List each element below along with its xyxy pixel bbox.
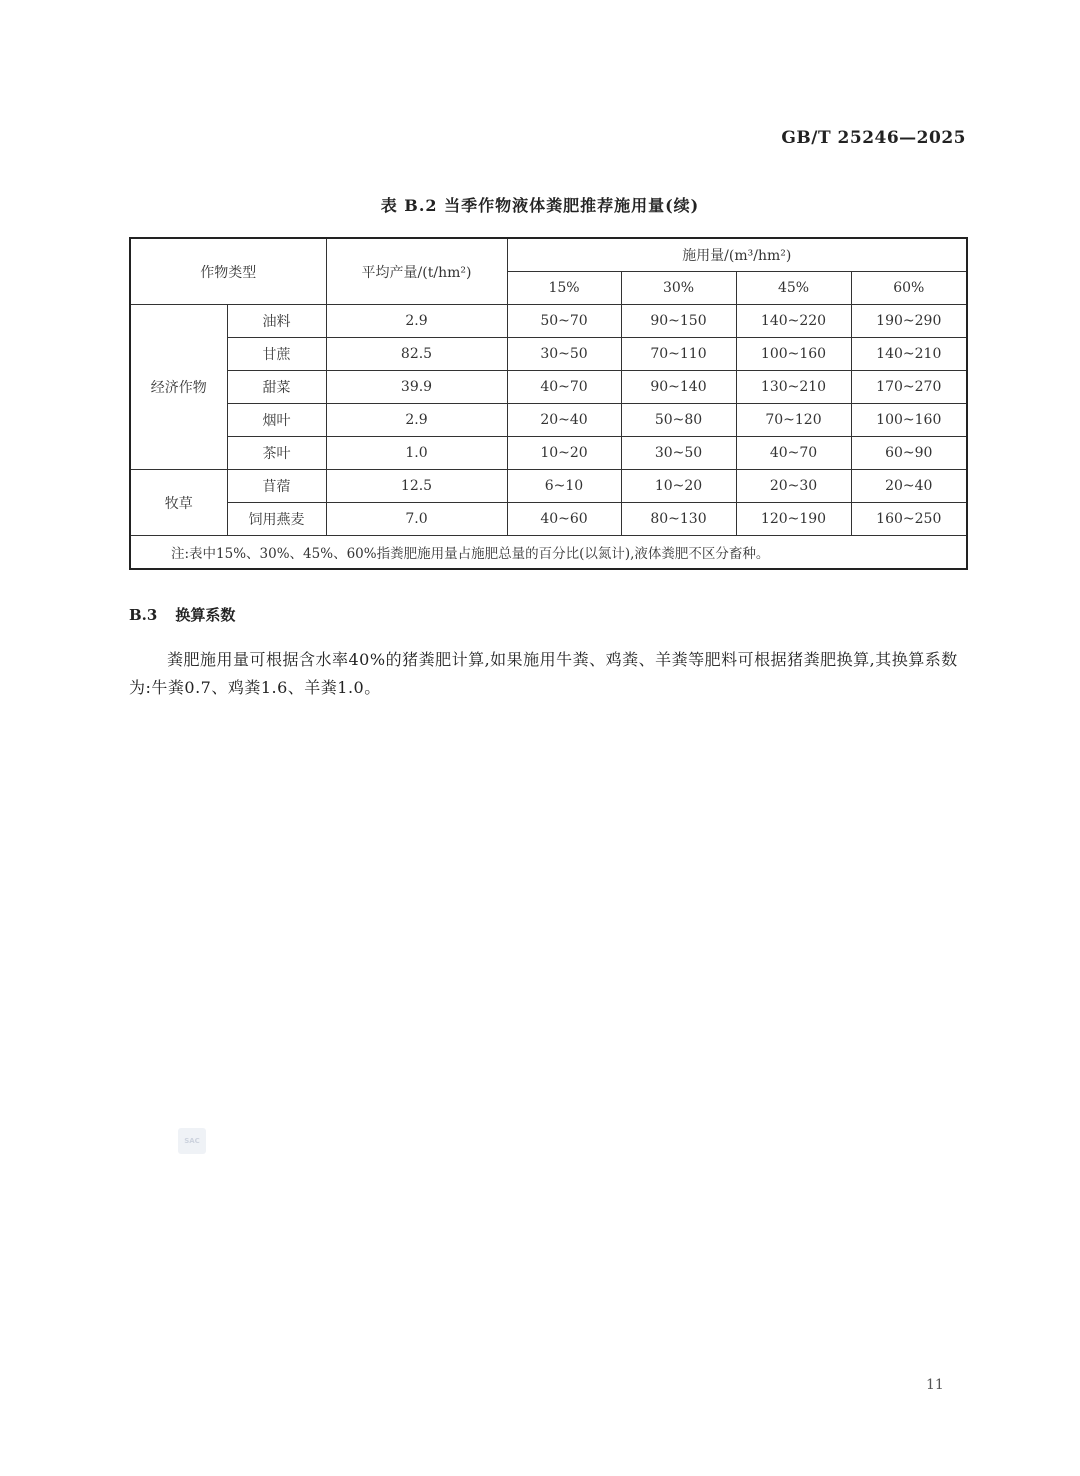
yield-cell: 12.5 <box>326 470 507 503</box>
value-cell: 20~40 <box>851 470 967 503</box>
value-cell: 10~20 <box>621 470 736 503</box>
table-header-row <box>130 238 967 272</box>
standard-code: GB/T 25246—2025 <box>781 128 966 148</box>
value-cell: 50~70 <box>507 305 621 338</box>
table-row <box>130 404 967 437</box>
application-rate-table <box>129 237 968 570</box>
value-cell: 70~120 <box>736 404 851 437</box>
value-cell: 40~60 <box>507 503 621 536</box>
page-number: 11 <box>926 1377 944 1393</box>
value-cell: 190~290 <box>851 305 967 338</box>
crop-name: 饲用燕麦 <box>227 503 326 536</box>
header-pct: 15% <box>507 272 621 305</box>
header-pct: 30% <box>621 272 736 305</box>
table-note-row <box>130 536 967 570</box>
crop-name: 甘蔗 <box>227 338 326 371</box>
crop-name: 苜蓿 <box>227 470 326 503</box>
value-cell: 40~70 <box>736 437 851 470</box>
header-pct: 45% <box>736 272 851 305</box>
table-title: 表 B.2 当季作物液体粪肥推荐施用量(续) <box>380 196 700 215</box>
group-label: 牧草 <box>130 470 227 536</box>
yield-cell: 39.9 <box>326 371 507 404</box>
header-crop-type: 作物类型 <box>130 238 326 305</box>
value-cell: 130~210 <box>736 371 851 404</box>
crop-name: 茶叶 <box>227 437 326 470</box>
header-avg-yield: 平均产量/(t/hm²) <box>326 238 507 305</box>
value-cell: 20~40 <box>507 404 621 437</box>
value-cell: 70~110 <box>621 338 736 371</box>
header-application: 施用量/(m³/hm²) <box>507 238 967 272</box>
group-label: 经济作物 <box>130 305 227 470</box>
value-cell: 100~160 <box>851 404 967 437</box>
crop-name: 油料 <box>227 305 326 338</box>
value-cell: 40~70 <box>507 371 621 404</box>
table-row <box>130 470 967 503</box>
yield-cell: 2.9 <box>326 404 507 437</box>
value-cell: 10~20 <box>507 437 621 470</box>
table-row <box>130 503 967 536</box>
section-title: 换算系数 <box>175 606 236 624</box>
table-row <box>130 338 967 371</box>
section-heading <box>129 604 235 625</box>
value-cell: 30~50 <box>621 437 736 470</box>
value-cell: 60~90 <box>851 437 967 470</box>
watermark-text: SAC <box>184 1137 200 1145</box>
value-cell: 140~210 <box>851 338 967 371</box>
value-cell: 90~150 <box>621 305 736 338</box>
value-cell: 20~30 <box>736 470 851 503</box>
value-cell: 80~130 <box>621 503 736 536</box>
yield-cell: 2.9 <box>326 305 507 338</box>
header-pct: 60% <box>851 272 967 305</box>
section-number: B.3 <box>129 606 158 624</box>
table-note: 注:表中15%、30%、45%、60%指粪肥施用量占施肥总量的百分比(以氮计),液体粪肥不区分畜种。 <box>130 536 967 570</box>
value-cell: 170~270 <box>851 371 967 404</box>
yield-cell: 82.5 <box>326 338 507 371</box>
table-row <box>130 305 967 338</box>
section-paragraph: 粪肥施用量可根据含水率40%的猪粪肥计算,如果施用牛粪、鸡粪、羊粪等肥料可根据猪粪肥换算,其换算系数为:牛粪0.7、鸡粪1.6、羊粪1.0。 <box>129 650 958 697</box>
crop-name: 甜菜 <box>227 371 326 404</box>
yield-cell: 7.0 <box>326 503 507 536</box>
value-cell: 50~80 <box>621 404 736 437</box>
table-row <box>130 437 967 470</box>
value-cell: 90~140 <box>621 371 736 404</box>
table-row <box>130 371 967 404</box>
value-cell: 140~220 <box>736 305 851 338</box>
crop-name: 烟叶 <box>227 404 326 437</box>
value-cell: 160~250 <box>851 503 967 536</box>
value-cell: 120~190 <box>736 503 851 536</box>
sac-watermark-logo <box>178 1128 206 1154</box>
value-cell: 100~160 <box>736 338 851 371</box>
value-cell: 30~50 <box>507 338 621 371</box>
yield-cell: 1.0 <box>326 437 507 470</box>
value-cell: 6~10 <box>507 470 621 503</box>
